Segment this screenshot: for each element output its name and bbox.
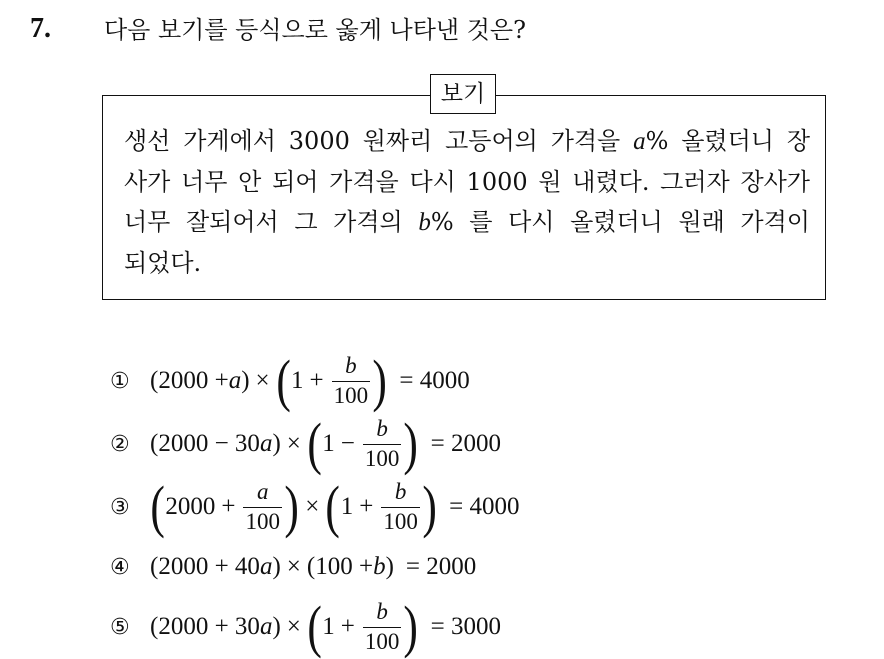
choice-1[interactable] — [110, 348, 470, 413]
example-line: 생선 가게에서 3000 원짜리 고등어의 가격을 a% 올렸더니 장 — [124, 127, 811, 155]
example-line: 너무 잘되어서 그 가격의 b% 를 다시 올렸더니 원래 가격이 — [124, 208, 810, 236]
choice-4[interactable] — [110, 553, 476, 581]
choice-3[interactable] — [110, 474, 520, 539]
choice-equation: (2000 + 30 a ) × ( 1 + $\frac{b}{100}$ ) = 3000 — [150, 594, 501, 659]
example-box-label: 보기 — [430, 74, 496, 114]
choice-marker: ③ — [110, 494, 130, 520]
question-number: 7. — [30, 13, 51, 44]
example-line: 사가 너무 안 되어 가격을 다시 1000 원 내렸다. 그러자 장사가 — [124, 168, 810, 196]
fraction: $\frac{b}{100}$ — [364, 599, 400, 654]
fraction: $\frac{a}{100}$ — [245, 479, 280, 534]
choice-marker: ① — [110, 368, 130, 394]
choice-equation: (2000 + a ) × ( 1 + $\frac{b}{100}$ ) = 4000 — [150, 348, 470, 413]
choice-5[interactable] — [110, 594, 501, 659]
choice-equation: ( 2000 + $\frac{a}{100}$ ) × ( 1 + $\frac{b}{100}$ ) = 4000 — [150, 474, 520, 539]
choice-equation: (2000 + 40 a ) × (100 + b ) = 2000 — [150, 553, 477, 580]
choice-marker: ⑤ — [110, 614, 130, 640]
fraction: $\frac{b}{100}$ — [364, 416, 400, 471]
choice-marker: ④ — [110, 554, 130, 580]
example-box-body — [124, 121, 810, 283]
question-text: 다음 보기를 등식으로 옳게 나타낸 것은? — [104, 16, 526, 44]
choice-2[interactable] — [110, 411, 501, 476]
choice-marker: ② — [110, 431, 130, 457]
fraction: $\frac{b}{100}$ — [383, 479, 418, 534]
choice-equation: (2000 − 30 a ) × ( 1 − $\frac{b}{100}$ ) = 2000 — [150, 411, 501, 476]
example-line: 되었다. — [124, 249, 202, 277]
fraction: $\frac{b}{100}$ — [333, 353, 369, 408]
